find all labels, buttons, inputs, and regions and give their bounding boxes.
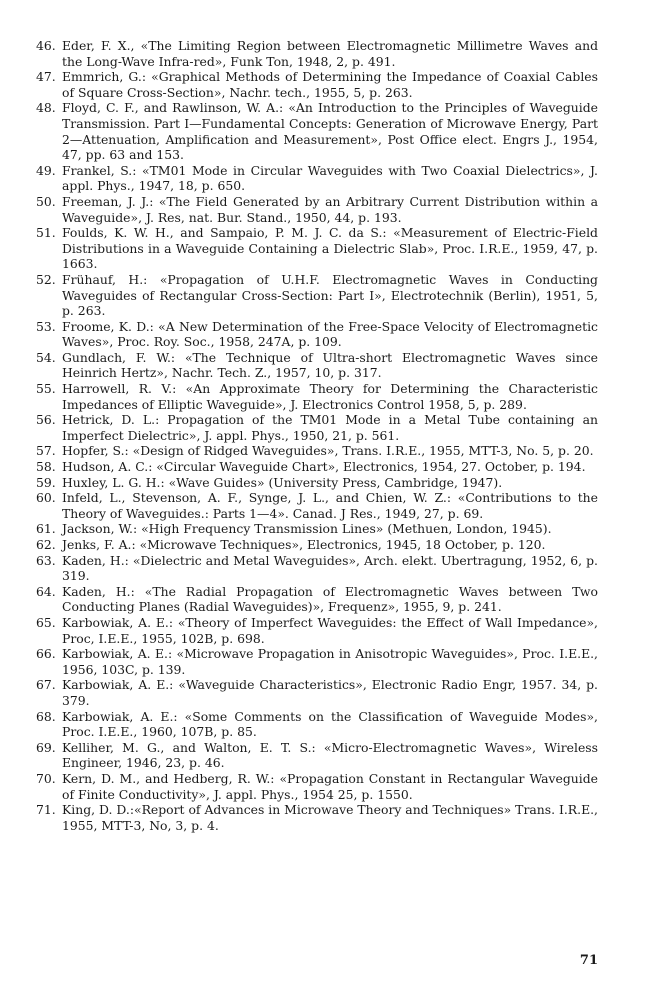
- reference-number: 54.: [36, 349, 56, 365]
- reference-number: 55.: [36, 381, 56, 397]
- reference-number: 58.: [36, 459, 56, 475]
- reference-entry: [36, 69, 598, 100]
- reference-entry: [36, 521, 598, 537]
- reference-text: King, D. D.:«Report of Advances in Microwave Theory and Techniques» Trans. I.R.E., 1955, MTT-3, No, 3, p. 4.: [62, 802, 598, 833]
- reference-number: 67.: [36, 677, 56, 693]
- reference-entry: [36, 459, 598, 475]
- reference-entry: [36, 490, 598, 521]
- reference-number: 66.: [36, 646, 56, 662]
- reference-entry: [36, 350, 598, 381]
- reference-entry: [36, 412, 598, 443]
- reference-number: 49.: [36, 162, 56, 178]
- reference-text: Kaden, H.: «The Radial Propagation of Electromagnetic Waves between Two Conducting Planes (Radial Waveguides)», Frequenz», 1955, 9, p. 241.: [62, 583, 598, 615]
- reference-text: Karbowiak, A. E.: «Waveguide Characteristics», Electronic Radio Engr, 1957. 34, p. 379.: [62, 677, 598, 708]
- reference-number: 65.: [36, 614, 56, 630]
- reference-entry: [36, 771, 598, 802]
- reference-number: 56.: [36, 412, 56, 428]
- reference-entry: [36, 443, 598, 459]
- reference-number: 51.: [36, 225, 56, 241]
- reference-text: Floyd, C. F., and Rawlinson, W. A.: «An Introduction to the Principles of Waveguide Transmission. Part I—Fundamental Concepts: Generation of Microwave Energy, Part 2—Attenuation, Amplification and Measurement», Post Office elect. Engrs J., 1954, 47, pp. 63 and 153.: [62, 100, 598, 163]
- reference-text: Gundlach, F. W.: «The Technique of Ultra-short Electromagnetic Waves since Heinrich Hertz», Nachr. Tech. Z., 1957, 10, p. 317.: [62, 349, 598, 381]
- reference-entry: [36, 381, 598, 412]
- reference-number: 47.: [36, 69, 56, 85]
- page-number: 71: [579, 953, 598, 968]
- reference-number: 50.: [36, 193, 56, 209]
- reference-text: Kaden, H.: «Dielectric and Metal Waveguides», Arch. elekt. Ubertragung, 1952, 6, p. 319.: [62, 552, 598, 584]
- reference-text: Eder, F. X., «The Limiting Region between Electromagnetic Millimetre Waves and the Long-Wave Infra-red», Funk Ton, 1948, 2, p. 491.: [62, 38, 598, 69]
- reference-text: Frühauf, H.: «Propagation of U.H.F. Electromagnetic Waves in Conducting Waveguides of Rectangular Cross-Section: Part I», Electrotechnik (Berlin), 1951, 5, p. 263.: [62, 271, 598, 319]
- reference-entry: [36, 319, 598, 350]
- reference-entry: [36, 194, 598, 225]
- reference-number: 62.: [36, 537, 56, 552]
- reference-text: Hopfer, S.: «Design of Ridged Waveguides», Trans. I.R.E., 1955, MTT-3, No. 5, p. 20.: [62, 443, 594, 459]
- reference-entry: [36, 38, 598, 69]
- reference-entry: [36, 537, 598, 553]
- reference-text: Emmrich, G.: «Graphical Methods of Determining the Impedance of Coaxial Cables of Square Cross-Section», Nachr. tech., 1955, 5, p. 263.: [62, 69, 598, 100]
- reference-text: Hudson, A. C.: «Circular Waveguide Chart», Electronics, 1954, 27. October, p. 194.: [62, 459, 586, 475]
- reference-entry: [36, 553, 598, 584]
- reference-list: [36, 38, 598, 833]
- reference-number: 64.: [36, 583, 56, 599]
- reference-entry: [36, 740, 598, 771]
- reference-text: Huxley, L. G. H.: «Wave Guides» (University Press, Cambridge, 1947).: [62, 474, 503, 490]
- reference-number: 63.: [36, 552, 56, 568]
- reference-number: 70.: [36, 770, 56, 786]
- reference-entry: [36, 677, 598, 708]
- reference-text: Jenks, F. A.: «Microwave Techniques», Electronics, 1945, 18 October, p. 120.: [62, 537, 546, 552]
- reference-entry: [36, 646, 598, 677]
- reference-entry: [36, 584, 598, 615]
- reference-text: Karbowiak, A. E.: «Theory of Imperfect Waveguides: the Effect of Wall Impedance», Proc, I.E.E., 1955, 102B, p. 698.: [62, 614, 598, 646]
- reference-entry: [36, 225, 598, 272]
- reference-text: Kelliher, M. G., and Walton, E. T. S.: «Micro-Electromagnetic Waves», Wireless Engineer, 1946, 23, p. 46.: [62, 739, 598, 771]
- reference-text: Froome, K. D.: «A New Determination of the Free-Space Velocity of Electromagnetic Waves», Proc. Roy. Soc., 1958, 247A, p. 109.: [62, 318, 598, 350]
- reference-number: 61.: [36, 521, 56, 537]
- reference-number: 60.: [36, 490, 56, 506]
- reference-entry: [36, 475, 598, 491]
- reference-number: 71.: [36, 802, 56, 818]
- reference-number: 46.: [36, 38, 56, 53]
- reference-text: Karbowiak, A. E.: «Microwave Propagation in Anisotropic Waveguides», Proc. I.E.E., 1956, 103C, p. 139.: [62, 646, 598, 677]
- reference-number: 59.: [36, 474, 56, 490]
- reference-text: Hetrick, D. L.: Propagation of the TM01 Mode in a Metal Tube containing an Imperfect Dielectric», J. appl. Phys., 1950, 21, p. 561.: [62, 412, 598, 443]
- reference-text: Jackson, W.: «High Frequency Transmission Lines» (Methuen, London, 1945).: [62, 521, 552, 537]
- reference-entry: [36, 802, 598, 833]
- reference-number: 52.: [36, 271, 56, 287]
- reference-text: Kern, D. M., and Hedberg, R. W.: «Propagation Constant in Rectangular Waveguide of Finite Conductivity», J. appl. Phys., 1954 25, p. 1550.: [62, 770, 598, 802]
- reference-text: Karbowiak, A. E.: «Some Comments on the Classification of Waveguide Modes», Proc. I.E.E., 1960, 107B, p. 85.: [62, 708, 598, 740]
- reference-number: 48.: [36, 100, 56, 116]
- reference-text: Foulds, K. W. H., and Sampaio, P. M. J. C. da S.: «Measurement of Electric-Field Distributions in a Waveguide Containing a Dielectric Slab», Proc. I.R.E., 1959, 47, p. 1663.: [62, 225, 598, 272]
- reference-number: 68.: [36, 708, 56, 724]
- reference-text: Infeld, L., Stevenson, A. F., Synge, J. L., and Chien, W. Z.: «Contributions to the Theory of Waveguides.: Parts 1—4». Canad. J Res., 1949, 27, p. 69.: [62, 490, 598, 521]
- reference-entry: [36, 615, 598, 646]
- reference-text: Frankel, S.: «TM01 Mode in Circular Waveguides with Two Coaxial Dielectrics», J. appl. Phys., 1947, 18, p. 650.: [62, 162, 598, 194]
- reference-entry: [36, 163, 598, 194]
- reference-number: 69.: [36, 739, 56, 755]
- reference-text: Harrowell, R. V.: «An Approximate Theory for Determining the Characteristic Impedances of Elliptic Waveguide», J. Electronics Control 1958, 5, p. 289.: [62, 381, 598, 412]
- reference-entry: [36, 272, 598, 319]
- reference-number: 57.: [36, 443, 56, 459]
- reference-number: 53.: [36, 318, 56, 334]
- reference-text: Freeman, J. J.: «The Field Generated by an Arbitrary Current Distribution within a Waveguide», J. Res, nat. Bur. Stand., 1950, 44, p. 193.: [62, 193, 598, 225]
- reference-entry: [36, 100, 598, 162]
- reference-entry: [36, 709, 598, 740]
